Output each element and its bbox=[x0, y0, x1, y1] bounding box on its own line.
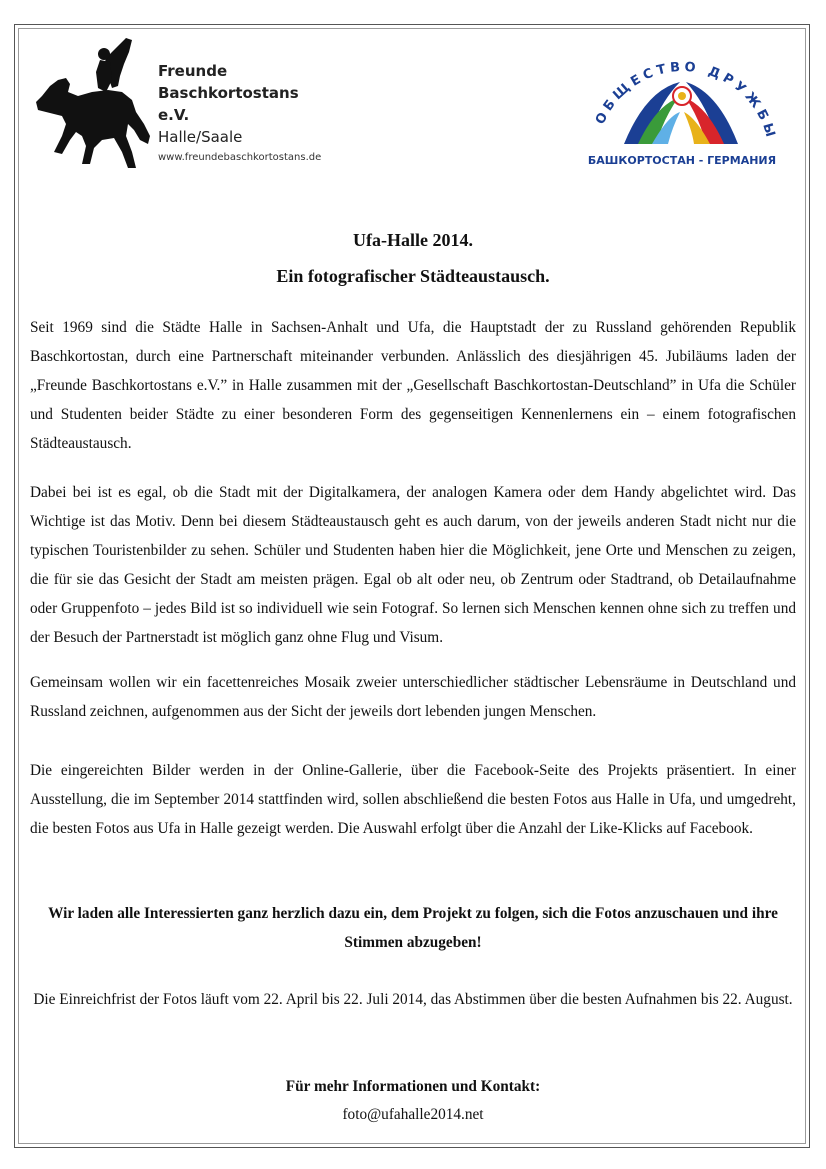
body-paragraph-1: Seit 1969 sind die Städte Halle in Sachsen-Anhalt und Ufa, die Hauptstadt der zu Russland gehörenden Republik Baschkortostan, durch eine Partnerschaft miteinander verbunden. Anlässlich des diesjährigen 45. Jubiläums laden der „Freunde Baschkortostans e.V.” in Halle zusammen mit der „Gesellschaft Baschkortostan-Deutschland” in Ufa die Schüler und Studenten beider Städte zu einer besonderen Form des gegenseitigen Kennenlernens ein – einem fotografischen Städteaustausch. bbox=[30, 319, 796, 452]
friendship-society-emblem-icon bbox=[576, 40, 786, 158]
body-paragraph-4: Die eingereichten Bilder werden in der Online-Gallerie, über die Facebook-Seite des Projekts präsentiert. In einer Ausstellung, die im September 2014 stattfinden wird, sollen abschließend die besten Fotos aus Halle in Ufa, und umgedreht, die besten Fotos aus Ufa in Halle gezeigt werden. Die Auswahl erfolgt über die Anzahl der Like-Klicks auf Facebook. bbox=[30, 762, 796, 837]
org-name-line2: Baschkortostans e.V. bbox=[158, 84, 299, 124]
invitation-text: Wir laden alle Interessierten ganz herzlich dazu ein, dem Projekt zu folgen, sich die Fotos anzuschauen und ihre Stimmen abzugeben! bbox=[48, 905, 778, 951]
org-name-line1: Freunde bbox=[158, 62, 228, 80]
body-paragraph-2: Dabei bei ist es egal, ob die Stadt mit der Digitalkamera, der analogen Kamera oder dem Handy abgelichtet wird. Das Wichtige ist das Motiv. Denn bei diesem Städteaustausch geht es auch darum, von der jeweils anderen Stadt nicht nur die typischen Touristenbilder zu sehen. Schüler und Studenten haben hier die Möglichkeit, jene Orte und Menschen zu zeigen, die für sie das Gesicht der Stadt am meisten prägen. Egal ob alt oder neu, ob Zentrum oder Stadtrand, ob Detailaufnahme oder Gruppenfoto – jedes Bild ist so individuell wie sein Fotograf. So lernen sich Menschen kennen ohne sich zu treffen und der Besuch der Partnerstadt ist möglich ganz ohne Flug und Visum. bbox=[30, 484, 796, 646]
emblem-caption: БАШКОРТОСТАН - ГЕРМАНИЯ bbox=[587, 154, 777, 167]
contact-heading: Für mehr Informationen und Kontakt: bbox=[285, 1078, 541, 1095]
org-name bbox=[158, 60, 332, 148]
body-paragraph-3: Gemeinsam wollen wir ein facettenreiches Mosaik zweier unterschiedlicher städtischer Lebensräume in Deutschland und Russland zeichnen, aufgenommen aus der Sicht der jeweils dort lebenden jungen Menschen. bbox=[30, 674, 796, 720]
horse-rider-silhouette-icon bbox=[32, 36, 154, 172]
document-subtitle: Ein fotografischer Städteaustausch. bbox=[276, 266, 550, 286]
right-logo bbox=[576, 40, 786, 176]
org-name-line3: Halle/Saale bbox=[158, 128, 243, 146]
emblem-arc-text: ОБЩЕСТВО ДРУЖБЫ bbox=[592, 59, 779, 143]
org-website: www.freundebaschkortostans.de bbox=[158, 152, 322, 163]
left-logo bbox=[32, 36, 332, 176]
contact-email[interactable]: foto@ufahalle2014.net bbox=[342, 1106, 484, 1123]
deadline-text: Die Einreichfrist der Fotos läuft vom 22. April bis 22. Juli 2014, das Abstimmen über die besten Aufnahmen bis 22. August. bbox=[33, 991, 793, 1008]
document-title: Ufa-Halle 2014. bbox=[353, 230, 473, 250]
